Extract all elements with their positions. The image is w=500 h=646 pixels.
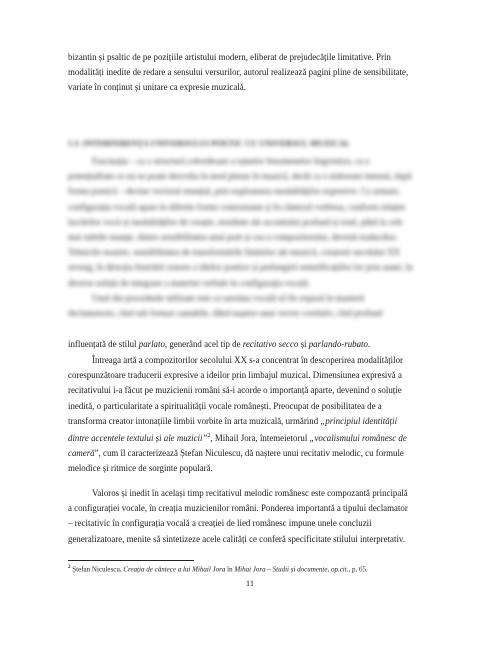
text-line: configurația vocală apare în diferite forme contrastante și în cântecul vorbirea, conform relației — [68, 201, 406, 212]
text-line: corespunzătoare traducerii expresive a ideilor prin limbajul muzical. Dimensiunea expresivă a — [68, 370, 402, 381]
top-paragraph — [68, 50, 429, 96]
text-line: – recitativic în configurația vocală a creației de lied românesc impune unele concluzii — [68, 518, 372, 529]
text-line: dintre accentele textului și ale muzicii”$^2$, Mihail Jora, întemeietorul „vocalismului românesc de — [68, 432, 407, 443]
paragraph-conclusion — [68, 486, 429, 547]
footnote-reference: 2 — [207, 433, 211, 440]
text-line: influențată de stilul parlato, generând acel tip de recitativo secco și parlando-rubato. — [68, 339, 371, 349]
footnote-mark: 2 — [68, 565, 71, 570]
text-line: inedită, o particularitate a spiritualității vocale românești. Preocupat de posibilitatea de a — [68, 400, 382, 411]
text-line: Fascinația – ca o structură coborâtoare a tainelor fenomenelor lingvistice, ca o — [92, 156, 370, 166]
text-line: melodice și ritmice de sorginte populară. — [68, 463, 213, 474]
text-line: reveng, în direcția ilustrării sonore a ideilor poetice și prelungirii semnificațiilor lor prin sunet, în — [68, 262, 413, 273]
text-line: Întreaga artă a compozitorilor secolului XX s-a concentrat în descoperirea modalităților — [92, 355, 403, 365]
section-heading: 1.3. INTERFERENȚA UNIVERSULUI POETIC CU UNIVERSUL MUZICAL — [68, 139, 351, 148]
text-line: modalități inedite de redare a sensului versurilor, autorul realizează pagini pline de sensibilitate, — [68, 67, 409, 78]
page-number: 11 — [245, 578, 255, 588]
text-line: generalizatoare, menite să sintetizeze acele calități ce conferă specificitate stilului interpretativ. — [68, 533, 405, 544]
text-line: bizantin și psaltic de pe pozițiile artistului modern, eliberat de prejudecățile limitative. Prin — [68, 52, 391, 62]
text-line: lucrărilor vocii și modalităților de creație, rezultate ale accentului profund și total, până la cele — [68, 216, 403, 227]
text-line: mai subtile nuanțe, dintre sensibilitatea unui poet și cea a compozitorului, devenit traducător. — [68, 232, 398, 243]
footnote-divider — [68, 560, 194, 561]
text-line: transforma creator intonațiile limbii vorbite în arta muzicală, urmărind „principiul identității — [68, 415, 398, 426]
text-line: forma poetică – devine vectorul esențial, prin exploatarea modalităților expresive. Ca urmare, — [68, 186, 401, 197]
text-line: Tehnicile noastre, sensibilitatea de transformările limitelor ale muzicii, creatorii secolului XX — [68, 247, 401, 258]
text-line: a configurației vocale, în creația muzicienilor români. Ponderea importantă a tipului declamator — [68, 503, 408, 514]
text-line: cameră”, cum îl caracterizează Ștefan Niculescu, dă naștere unui recitativ melodic, cu formule — [68, 448, 404, 459]
text-line: diverse soluții de integrare a materiei verbale în configurația vocală. — [68, 277, 310, 288]
text-line: Unul din procedeele utilizate este ca sursima vocală să fie expusă în manieră — [92, 292, 365, 303]
footnote: $^2$ Ștefan Niculescu, Creația de cântece a lui Mihail Jora în Mihai Jora – Studii și documente, op.cit., p. 65. — [68, 565, 368, 574]
text-line: Valoros și inedit în același timp recitativul melodic românesc este compozantă principală — [92, 488, 408, 498]
text-line: variate în conținut și unitare ca expresie muzicală. — [68, 82, 246, 93]
continuation-line — [68, 337, 429, 352]
text-line: potențialitate ce nu se poate dezvolta în mod plenar în muzică, decât ca o elaborare intensă, după — [68, 171, 412, 182]
blurred-paragraph — [68, 154, 429, 321]
text-line: recitativului i-a făcut pe muzicienii români să-i acorde o importanță aparte, devenind o soluție — [68, 385, 402, 396]
text-line: declamatorie, cînd sub format cantabile, dând naștere unui vector corelativ, cînd profund — [68, 308, 383, 319]
paragraph-recitative — [68, 353, 429, 477]
